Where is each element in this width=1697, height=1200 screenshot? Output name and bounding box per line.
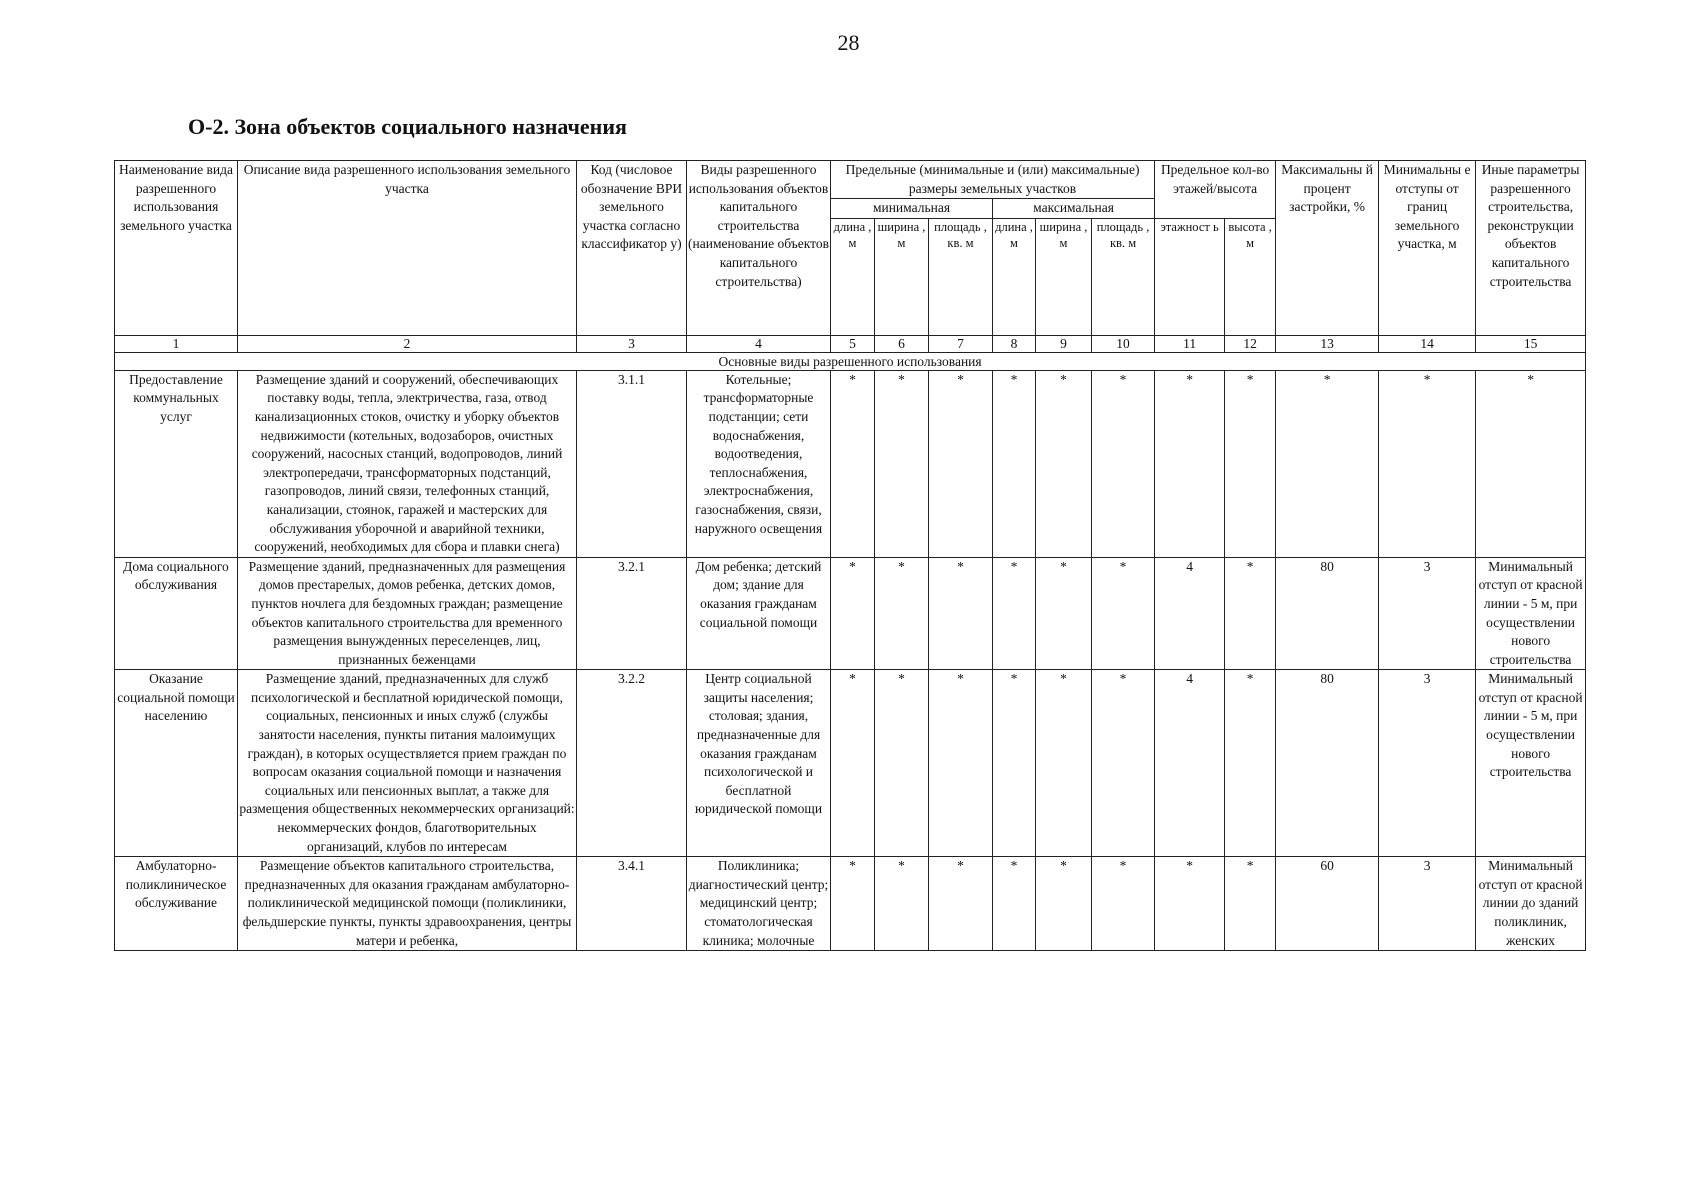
- header-height: высота , м: [1225, 218, 1276, 335]
- column-number: 6: [875, 335, 929, 352]
- column-number: 9: [1036, 335, 1092, 352]
- max-width-value: *: [1036, 370, 1092, 557]
- use-name: Амбулаторно-поликлиническое обслуживание: [115, 857, 238, 951]
- column-number: 10: [1092, 335, 1155, 352]
- min-length-value: *: [831, 857, 875, 951]
- use-description: Размещение зданий, предназначенных для служб психологической и бесплатной юридической помощи, социальных, пенсионных и иных служб (службы занятости населения, пункты питания малоимущих граждан), в которых осуществляется прием граждан по вопросам оказания социальной помощи и назначения социальных или пенсионных выплат, а также для размещения общественных некоммерческих организаций: некоммерческих фондов, благотворительных организаций, клубов по интересам: [238, 670, 577, 857]
- min-width-value: *: [875, 857, 929, 951]
- section-label: Основные виды разрешенного использования: [115, 352, 1586, 370]
- capital-objects: Центр социальной защиты населения; столовая; здания, предназначенные для оказания гражданам психологической и бесплатной юридической помощи: [687, 670, 831, 857]
- other-parameters-value: Минимальный отступ от красной линии - 5 м, при осуществлении нового строительства: [1476, 557, 1586, 670]
- zone-regulations-table: [114, 160, 1586, 951]
- max-width-value: *: [1036, 557, 1092, 670]
- column-number: 14: [1379, 335, 1476, 352]
- table-row: [115, 670, 1586, 857]
- header-max-width: ширина , м: [1036, 218, 1092, 335]
- capital-objects: Котельные; трансформаторные подстанции; сети водоснабжения, водоотведения, теплоснабжения, электроснабжения, газоснабжения, связи, наружного освещения: [687, 370, 831, 557]
- header-min-area: площадь , кв. м: [929, 218, 993, 335]
- max-area-value: *: [1092, 557, 1155, 670]
- height-value: *: [1225, 857, 1276, 951]
- floors-value: *: [1155, 857, 1225, 951]
- use-description: Размещение зданий и сооружений, обеспечивающих поставку воды, тепла, электричества, газа, отвод канализационных стоков, очистку и уборку объектов недвижимости (котельных, водозаборов, очистных сооружений, насосных станций, водопроводов, линий электропередачи, трансформаторных подстанций, газопроводов, линий связи, телефонных станций, канализации, стоянок, гаражей и мастерских для обслуживания уборочной и аварийной техники, сооружений, необходимых для сбора и плавки снега): [238, 370, 577, 557]
- header-min-width: ширина , м: [875, 218, 929, 335]
- column-number: 2: [238, 335, 577, 352]
- min-length-value: *: [831, 557, 875, 670]
- setback-value: 3: [1379, 670, 1476, 857]
- max-width-value: *: [1036, 670, 1092, 857]
- header-min-length: длина , м: [831, 218, 875, 335]
- header-use-code: Код (числовое обозначение ВРИ земельного участка согласно классификатор у): [577, 161, 687, 336]
- column-number: 13: [1276, 335, 1379, 352]
- floors-value: 4: [1155, 670, 1225, 857]
- use-name: Предоставление коммунальных услуг: [115, 370, 238, 557]
- table-row: [115, 557, 1586, 670]
- header-other-parameters: Иные параметры разрешенного строительства, реконструкции объектов капитального строительства: [1476, 161, 1586, 336]
- header-max-length: длина , м: [993, 218, 1036, 335]
- use-code: 3.1.1: [577, 370, 687, 557]
- min-width-value: *: [875, 370, 929, 557]
- floors-value: 4: [1155, 557, 1225, 670]
- use-code: 3.4.1: [577, 857, 687, 951]
- header-min-group: минимальная: [831, 199, 993, 219]
- table-row: [115, 370, 1586, 557]
- column-numbers-row: [115, 335, 1586, 352]
- use-description: Размещение объектов капитального строительства, предназначенных для оказания гражданам амбулаторно-поликлинической медицинской помощи (поликлиники, фельдшерские пункты, пункты здравоохранения, центры матери и ребенка,: [238, 857, 577, 951]
- building-percent-value: 80: [1276, 557, 1379, 670]
- min-width-value: *: [875, 557, 929, 670]
- header-min-setbacks: Минимальны е отступы от границ земельного участка, м: [1379, 161, 1476, 336]
- setback-value: *: [1379, 370, 1476, 557]
- column-number: 12: [1225, 335, 1276, 352]
- zone-title: О-2. Зона объектов социального назначения: [188, 114, 627, 139]
- column-number: 1: [115, 335, 238, 352]
- min-area-value: *: [929, 557, 993, 670]
- use-name: Оказание социальной помощи населению: [115, 670, 238, 857]
- height-value: *: [1225, 557, 1276, 670]
- height-value: *: [1225, 670, 1276, 857]
- header-floors: этажност ь: [1155, 218, 1225, 335]
- building-percent-value: 80: [1276, 670, 1379, 857]
- min-area-value: *: [929, 670, 993, 857]
- use-code: 3.2.1: [577, 557, 687, 670]
- max-length-value: *: [993, 857, 1036, 951]
- max-area-value: *: [1092, 857, 1155, 951]
- setback-value: 3: [1379, 857, 1476, 951]
- min-length-value: *: [831, 370, 875, 557]
- floors-value: *: [1155, 370, 1225, 557]
- header-use-name: Наименование вида разрешенного использования земельного участка: [115, 161, 238, 336]
- header-max-building-percent: Максимальны й процент застройки, %: [1276, 161, 1379, 336]
- use-code: 3.2.2: [577, 670, 687, 857]
- column-number: 7: [929, 335, 993, 352]
- use-description: Размещение зданий, предназначенных для размещения домов престарелых, домов ребенка, детских домов, пунктов ночлега для бездомных граждан; размещение объектов капитального строительства для временного размещения вынужденных переселенцев, лиц, признанных беженцами: [238, 557, 577, 670]
- max-length-value: *: [993, 557, 1036, 670]
- min-area-value: *: [929, 857, 993, 951]
- header-floors-height-limit: Предельное кол-во этажей/высота: [1155, 161, 1276, 199]
- max-area-value: *: [1092, 370, 1155, 557]
- setback-value: 3: [1379, 557, 1476, 670]
- min-length-value: *: [831, 670, 875, 857]
- column-number: 15: [1476, 335, 1586, 352]
- header-plot-size-limits: Предельные (минимальные и (или) максимальные) размеры земельных участков: [831, 161, 1155, 199]
- min-width-value: *: [875, 670, 929, 857]
- column-number: 4: [687, 335, 831, 352]
- building-percent-value: *: [1276, 370, 1379, 557]
- height-value: *: [1225, 370, 1276, 557]
- max-area-value: *: [1092, 670, 1155, 857]
- header-capital-objects: Виды разрешенного использования объектов капитального строительства (наименование объектов капитального строительства): [687, 161, 831, 336]
- page-number: 28: [837, 30, 860, 55]
- column-number: 8: [993, 335, 1036, 352]
- column-number: 11: [1155, 335, 1225, 352]
- max-width-value: *: [1036, 857, 1092, 951]
- other-parameters-value: Минимальный отступ от красной линии до зданий поликлиник, женских: [1476, 857, 1586, 951]
- table-row: [115, 857, 1586, 951]
- use-name: Дома социального обслуживания: [115, 557, 238, 670]
- capital-objects: Поликлиника; диагностический центр; медицинский центр; стоматологическая клиника; молочные: [687, 857, 831, 951]
- header-use-description: Описание вида разрешенного использования земельного участка: [238, 161, 577, 336]
- column-number: 3: [577, 335, 687, 352]
- building-percent-value: 60: [1276, 857, 1379, 951]
- column-number: 5: [831, 335, 875, 352]
- max-length-value: *: [993, 670, 1036, 857]
- other-parameters-value: *: [1476, 370, 1586, 557]
- max-length-value: *: [993, 370, 1036, 557]
- header-max-group: максимальная: [993, 199, 1155, 219]
- other-parameters-value: Минимальный отступ от красной линии - 5 м, при осуществлении нового строительства: [1476, 670, 1586, 857]
- header-max-area: площадь , кв. м: [1092, 218, 1155, 335]
- capital-objects: Дом ребенка; детский дом; здание для оказания гражданам социальной помощи: [687, 557, 831, 670]
- min-area-value: *: [929, 370, 993, 557]
